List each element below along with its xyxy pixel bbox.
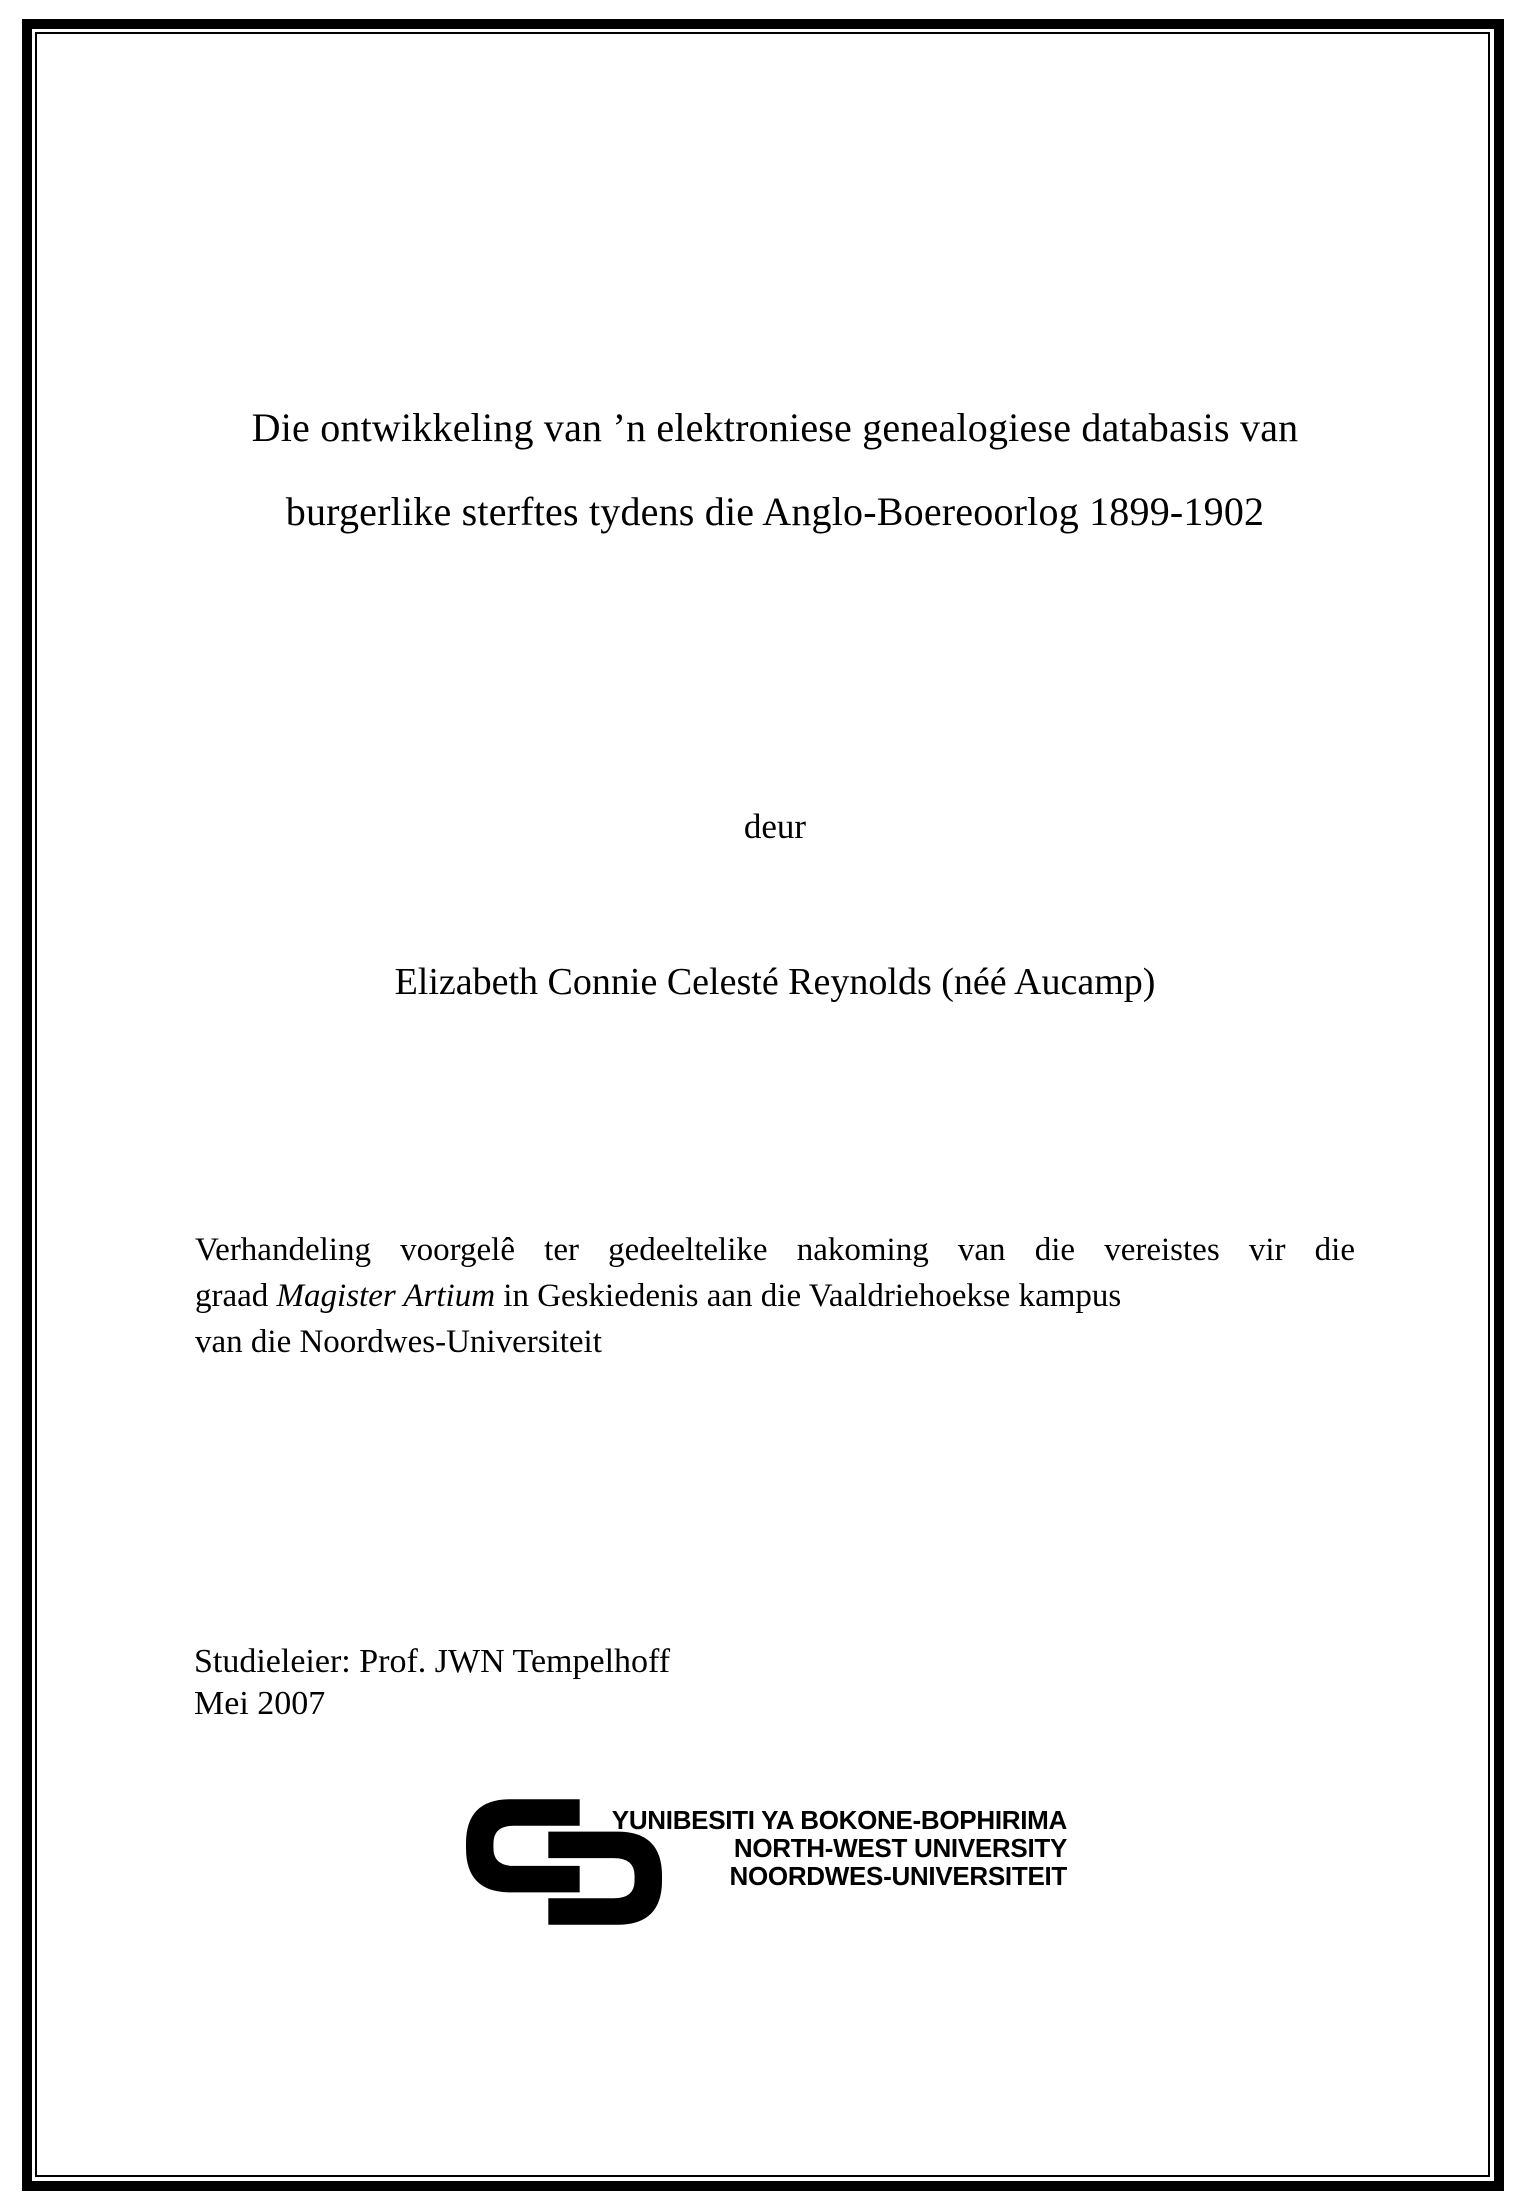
degree-statement-line-1: Verhandeling voorgelê ter gedeeltelike nakoming van die vereistes vir die <box>195 1232 1355 1268</box>
degree-statement-line-3: van die Noordwes-Universiteit <box>195 1324 602 1360</box>
degree-statement-line-2-post: in Geskiedenis aan die Vaaldriehoekse kampus <box>495 1278 1122 1314</box>
logo-text-english: NORTH-WEST UNIVERSITY <box>733 1833 1067 1863</box>
date-line: Mei 2007 <box>194 1685 326 1722</box>
logo-text-setswana: YUNIBESITI YA BOKONE-BOPHIRIMA <box>611 1805 1067 1835</box>
university-logo-wordmark <box>585 1806 1067 1890</box>
degree-statement-line-2 <box>195 1273 1355 1319</box>
university-logo <box>466 1799 1071 1929</box>
degree-statement <box>195 1227 1355 1365</box>
supervisor-line: Studieleier: Prof. JWN Tempelhoff <box>194 1643 671 1680</box>
thesis-title-line-1: Die ontwikkeling van ’n elektroniese genealogiese databasis van <box>251 405 1299 450</box>
degree-name-italic: Magister Artium <box>276 1278 496 1314</box>
author-name: Elizabeth Connie Celesté Reynolds (néé Aucamp) <box>394 961 1156 1003</box>
logo-text-afrikaans: NOORDWES-UNIVERSITEIT <box>729 1861 1067 1891</box>
thesis-title-line-2: burgerlike sterftes tydens die Anglo-Boereoorlog 1899-1902 <box>285 489 1265 534</box>
supervisor-block <box>194 1641 1354 1725</box>
degree-statement-line-2-pre: graad <box>195 1278 277 1314</box>
byline: deur <box>743 807 807 846</box>
thesis-title <box>195 386 1355 554</box>
